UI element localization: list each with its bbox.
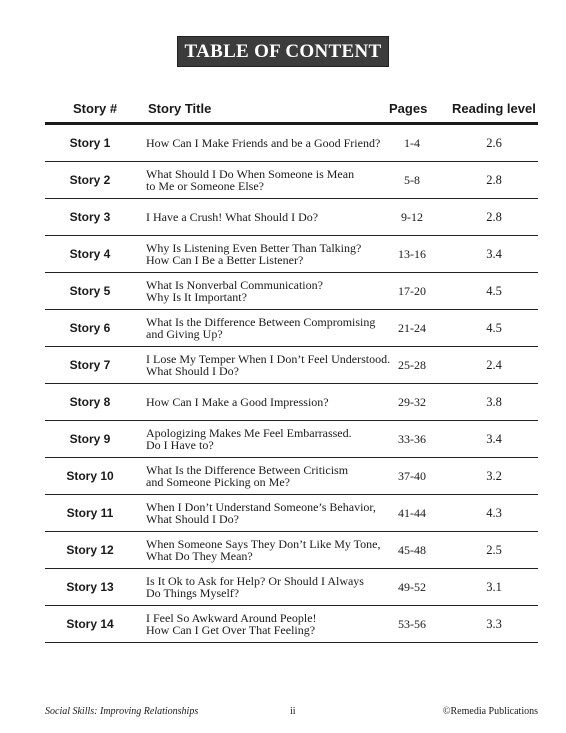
story-reading-level: 3.8 [486, 394, 502, 409]
table-row [45, 236, 538, 273]
story-pages: 1-4 [404, 135, 420, 150]
table-header [45, 94, 538, 125]
story-title-line: Is It Ok to Ask for Help? Or Should I Always [146, 574, 364, 588]
footer-book-title: Social Skills: Improving Relationships [45, 706, 199, 717]
story-title-line: Do I Have to? [146, 438, 214, 452]
story-reading-level: 4.5 [486, 283, 502, 298]
table-row [45, 162, 538, 199]
story-pages: 33-36 [398, 431, 426, 446]
title-banner [0, 36, 566, 67]
table-row [45, 606, 538, 643]
story-title [146, 273, 391, 309]
story-pages: 21-24 [398, 320, 426, 335]
story-title-line: and Someone Picking on Me? [146, 475, 290, 489]
story-title-line: When I Don’t Understand Someone’s Behavior, [146, 500, 376, 514]
story-number: Story 2 [69, 173, 111, 187]
story-number: Story 12 [66, 543, 114, 557]
story-title [146, 458, 391, 494]
page-title: TABLE OF CONTENT [177, 36, 390, 67]
story-title-line: Do Things Myself? [146, 586, 240, 600]
story-number: Story 9 [69, 432, 111, 446]
story-pages: 37-40 [398, 468, 426, 483]
story-reading-level: 2.5 [486, 542, 502, 557]
story-number: Story 7 [69, 358, 111, 372]
story-number: Story 4 [69, 247, 111, 261]
story-pages: 45-48 [398, 542, 426, 557]
story-title-line: Apologizing Makes Me Feel Embarrassed. [146, 426, 352, 440]
header-story-number: Story # [73, 101, 118, 116]
story-number: Story 1 [69, 136, 111, 150]
story-title-line: Why Is Listening Even Better Than Talking? [146, 241, 362, 255]
table-row [45, 310, 538, 347]
story-title [146, 236, 391, 272]
story-title [146, 532, 391, 568]
story-title-line: I Lose My Temper When I Don’t Feel Understood. [146, 352, 391, 366]
story-number: Story 14 [66, 617, 114, 631]
story-reading-level: 3.4 [486, 246, 502, 261]
story-title-line: Why Is It Important? [146, 290, 247, 304]
story-reading-level: 2.6 [486, 135, 502, 150]
story-title-line: What Is the Difference Between Compromising [146, 315, 376, 329]
story-title-line: What Is the Difference Between Criticism [146, 463, 349, 477]
table-row [45, 125, 538, 162]
story-reading-level: 3.1 [486, 579, 502, 594]
story-pages: 29-32 [398, 394, 426, 409]
story-title [146, 569, 391, 605]
story-reading-level: 4.5 [486, 320, 502, 335]
footer-page-number: ii [290, 706, 296, 717]
story-reading-level: 2.8 [486, 172, 502, 187]
story-title-line: and Giving Up? [146, 327, 223, 341]
table-row [45, 458, 538, 495]
story-title [146, 421, 391, 457]
story-title-line: What Should I Do? [146, 512, 239, 526]
story-pages: 41-44 [398, 505, 426, 520]
story-title-line: When Someone Says They Don’t Like My Tone, [146, 537, 381, 551]
footer-publisher: ©Remedia Publications [442, 706, 538, 717]
story-title [146, 495, 391, 531]
table-row [45, 569, 538, 606]
story-title-line: I Feel So Awkward Around People! [146, 611, 317, 625]
story-number: Story 13 [66, 580, 114, 594]
table-row [45, 199, 538, 236]
story-pages: 17-20 [398, 283, 426, 298]
story-number: Story 11 [66, 506, 114, 520]
header-reading-level: Reading level [452, 101, 536, 116]
story-title-line: How Can I Make Friends and be a Good Friend? [146, 136, 381, 150]
story-pages: 5-8 [404, 172, 420, 187]
story-reading-level: 4.3 [486, 505, 502, 520]
story-pages: 13-16 [398, 246, 426, 261]
header-pages: Pages [389, 101, 428, 116]
story-title [146, 606, 391, 642]
story-title-line: How Can I Make a Good Impression? [146, 395, 329, 409]
story-title-line: to Me or Someone Else? [146, 179, 264, 193]
story-title [146, 199, 391, 235]
table-body [45, 125, 538, 643]
story-reading-level: 3.2 [486, 468, 502, 483]
story-reading-level: 2.4 [486, 357, 502, 372]
story-number: Story 3 [69, 210, 111, 224]
story-title [146, 162, 391, 198]
story-title [146, 125, 391, 161]
contents-table [45, 94, 538, 643]
story-pages: 49-52 [398, 579, 426, 594]
table-row [45, 495, 538, 532]
table-row [45, 421, 538, 458]
story-title [146, 310, 391, 346]
story-reading-level: 3.4 [486, 431, 502, 446]
story-number: Story 6 [69, 321, 111, 335]
table-row [45, 273, 538, 310]
story-title-line: What Should I Do? [146, 364, 239, 378]
story-reading-level: 2.8 [486, 209, 502, 224]
story-number: Story 10 [66, 469, 114, 483]
header-story-title: Story Title [148, 101, 212, 116]
story-title-line: How Can I Get Over That Feeling? [146, 623, 316, 637]
story-title-line: What Is Nonverbal Communication? [146, 278, 323, 292]
table-row [45, 384, 538, 421]
story-number: Story 5 [69, 284, 111, 298]
story-reading-level: 3.3 [486, 616, 502, 631]
story-title [146, 384, 391, 420]
story-title [146, 347, 391, 383]
story-number: Story 8 [69, 395, 111, 409]
story-pages: 25-28 [398, 357, 426, 372]
table-row [45, 347, 538, 384]
story-pages: 53-56 [398, 616, 426, 631]
story-title-line: What Should I Do When Someone is Mean [146, 167, 355, 181]
table-row [45, 532, 538, 569]
story-pages: 9-12 [401, 209, 423, 224]
story-title-line: I Have a Crush! What Should I Do? [146, 210, 319, 224]
story-title-line: What Do They Mean? [146, 549, 253, 563]
story-title-line: How Can I Be a Better Listener? [146, 253, 304, 267]
